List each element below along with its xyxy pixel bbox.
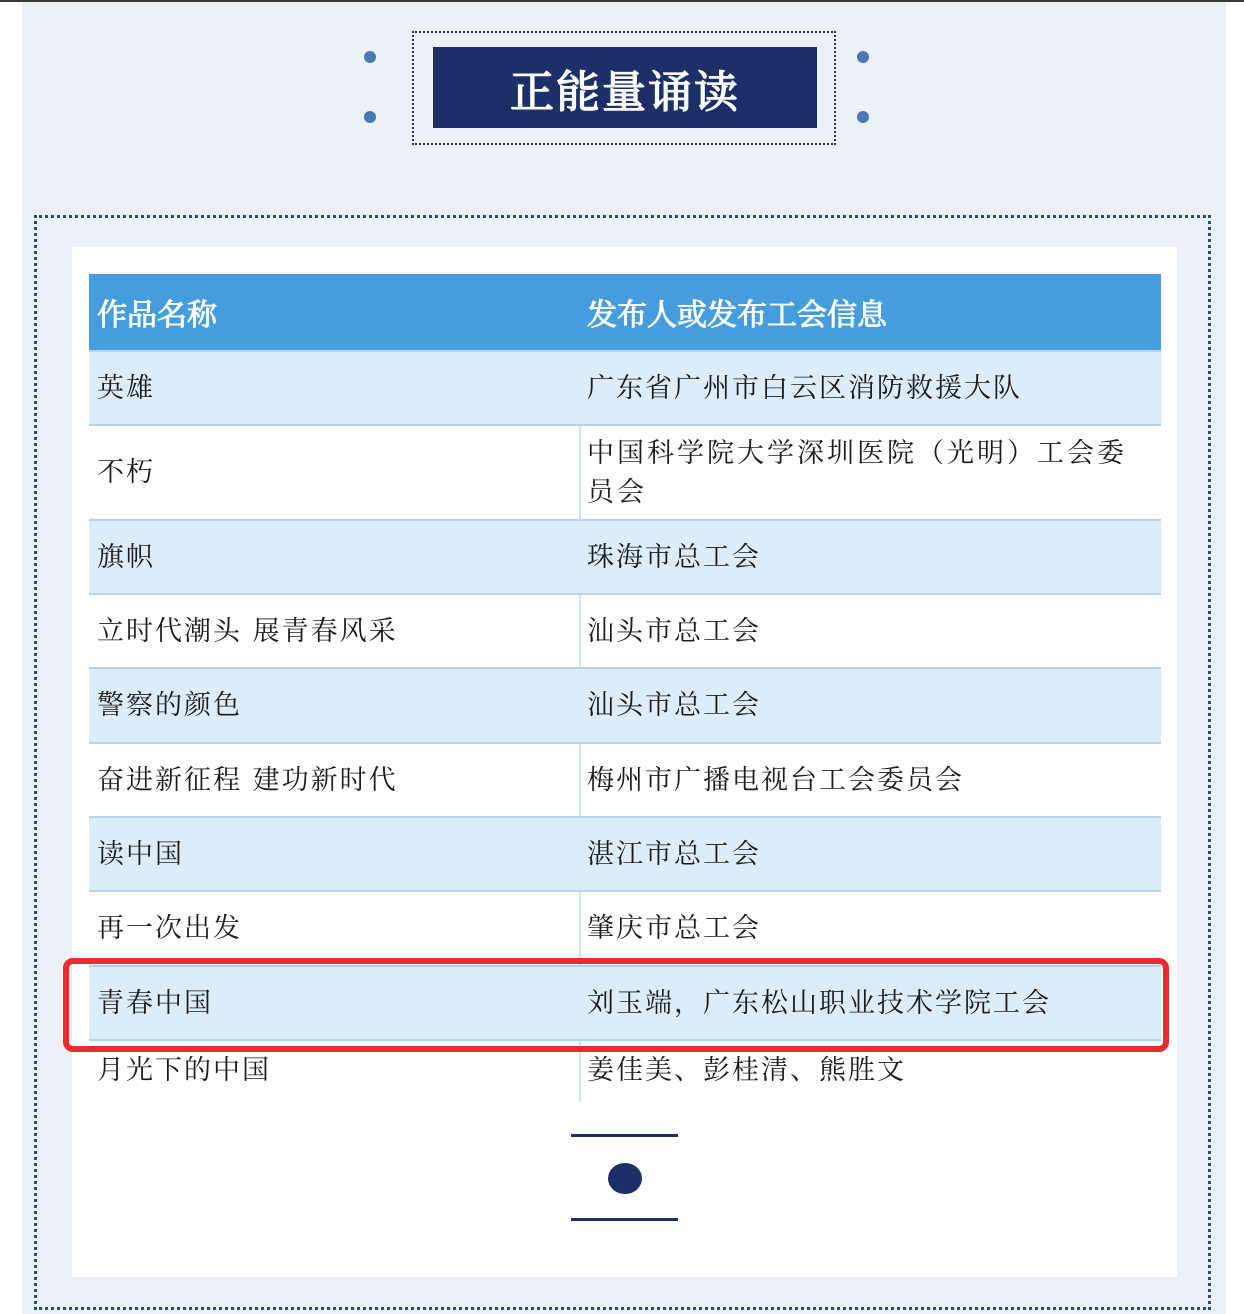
table-row (89, 667, 1161, 742)
work-name-cell: 奋进新征程 建功新时代 (89, 744, 581, 816)
work-name-cell: 读中国 (89, 818, 581, 890)
publisher-cell: 中国科学院大学深圳医院（光明）工会委员会 (587, 437, 1127, 508)
work-name-cell: 警察的颜色 (89, 669, 581, 742)
table-row (89, 350, 1161, 424)
publisher-cell: 刘玉端，广东松山职业技术学院工会 (587, 987, 1051, 1019)
work-name-cell: 英雄 (89, 352, 581, 424)
decorative-dot (364, 111, 376, 123)
decorative-dot (857, 51, 869, 63)
header-publisher: 发布人或发布工会信息 (587, 298, 887, 333)
work-name-cell: 月光下的中国 (89, 1041, 581, 1101)
table-row (89, 593, 1161, 667)
table-row-highlighted (89, 965, 1161, 1039)
publisher-cell: 姜佳美、彭桂清、熊胜文 (587, 1055, 906, 1086)
table-row (89, 424, 1161, 519)
publisher-cell: 汕头市总工会 (587, 690, 761, 721)
work-name-cell: 不朽 (89, 426, 581, 519)
publisher-cell: 珠海市总工会 (587, 541, 761, 573)
publisher-cell: 肇庆市总工会 (587, 913, 761, 944)
publisher-cell: 广东省广州市白云区消防救援大队 (587, 372, 1022, 404)
decorative-line (571, 1218, 678, 1221)
work-name-cell: 青春中国 (89, 967, 581, 1039)
work-name-cell: 旗帜 (89, 521, 581, 593)
decorative-dot (857, 111, 869, 123)
decorative-circle (608, 1163, 642, 1194)
work-name-cell: 再一次出发 (89, 892, 581, 965)
header-work-name: 作品名称 (97, 298, 217, 333)
table-row (89, 816, 1161, 890)
table-row (89, 1039, 1161, 1099)
publisher-cell: 汕头市总工会 (587, 615, 761, 647)
publisher-cell: 梅州市广播电视台工会委员会 (587, 764, 964, 796)
decorative-dot (364, 51, 376, 63)
table-header (89, 274, 1161, 350)
page-title: 正能量诵读 (433, 47, 817, 128)
table-row (89, 890, 1161, 965)
decorative-line (571, 1134, 678, 1137)
table-row (89, 519, 1161, 593)
work-name-cell: 立时代潮头 展青春风采 (89, 595, 581, 667)
table-row (89, 742, 1161, 816)
works-table (89, 274, 1161, 1099)
publisher-cell: 湛江市总工会 (587, 838, 761, 870)
